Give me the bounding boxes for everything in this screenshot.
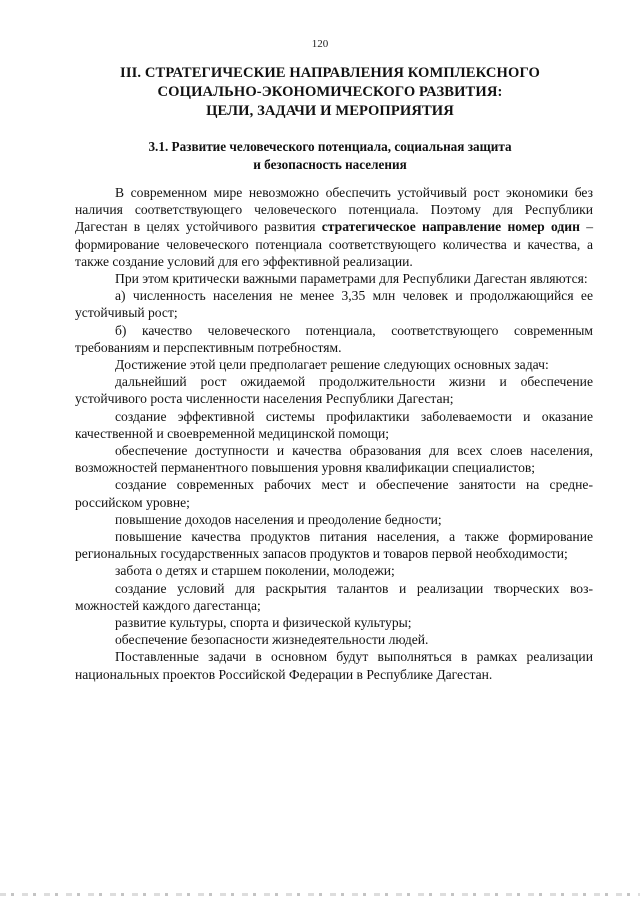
intro-paragraph xyxy=(75,184,593,270)
section-title xyxy=(60,64,600,121)
task-item: дальнейший рост ожидаемой продолжительности жизни и обеспечение устойчивого роста численности населения Республики Дагестан; xyxy=(75,374,593,407)
task-item: забота о детях и старшем поколении, молодежи; xyxy=(115,563,395,579)
intro-emphasis: стратегическое направление номер один xyxy=(321,219,580,235)
section-title-line-1: III. СТРАТЕГИЧЕСКИЕ НАПРАВЛЕНИЯ КОМПЛЕКСНОГО xyxy=(120,65,540,81)
task-item: развитие культуры, спорта и физической культуры; xyxy=(115,615,412,631)
task-item: повышение качества продуктов питания населения, а также формирование региональных государственных запасов продуктов и товаров первой необходимости; xyxy=(75,529,593,562)
intro-text-1: В современном мире невозможно обеспечить устойчивый рост экономики без наличия соответствующего человеческого потенциала. Поэтому для Республики Дагестан в целях устойчивого развития xyxy=(75,185,593,235)
param-item-a: а) численность населения не менее 3,35 млн человек и продолжающийся ее устойчивый рост; xyxy=(75,288,593,321)
intro-text-2: – формирование человеческого потенциала соответствующего количества и качества, а также создание условий для его эффективной реализации. xyxy=(75,219,593,269)
param-item-b: б) качество человеческого потенциала, соответствующего современным требованиям и перспективным потребностям. xyxy=(75,322,593,355)
task-item: обеспечение доступности и качества образования для всех слоев населения, возможностей перманентного повышения уровня квалификации специалистов; xyxy=(75,443,593,476)
page-number: 120 xyxy=(311,38,329,50)
task-item: создание условий для раскрытия талантов и реализации творческих возможностей каждого дагестанца; xyxy=(75,580,593,613)
subsection-title-line-1: 3.1. Развитие человеческого потенциала, социальная защита xyxy=(148,139,512,154)
subsection-title-line-2: и безопасность населения xyxy=(253,157,407,172)
task-item: создание эффективной системы профилактики заболеваемости и оказание качественной и своевременной медицинской помощи; xyxy=(75,408,593,441)
section-title-line-3: ЦЕЛИ, ЗАДАЧИ И МЕРОПРИЯТИЯ xyxy=(206,103,454,119)
task-item: создание современных рабочих мест и обеспечение занятости на среднероссийском уровне; xyxy=(75,477,593,510)
subsection-title xyxy=(60,138,600,174)
task-item: повышение доходов населения и преодоление бедности; xyxy=(115,511,442,527)
scan-edge-artifact xyxy=(0,893,640,896)
body-text xyxy=(75,184,593,683)
closing-paragraph: Поставленные задачи в основном будут выполняться в рамках реализации национальных проектов Российской Федерации в Республике Дагестан. xyxy=(75,649,593,682)
tasks-intro: Достижение этой цели предполагает решение следующих основных задач: xyxy=(115,357,549,373)
task-item: обеспечение безопасности жизнедеятельности людей. xyxy=(115,632,429,648)
params-intro: При этом критически важными параметрами для Республики Дагестан являются: xyxy=(115,271,588,287)
section-title-line-2: СОЦИАЛЬНО-ЭКОНОМИЧЕСКОГО РАЗВИТИЯ: xyxy=(157,84,503,100)
